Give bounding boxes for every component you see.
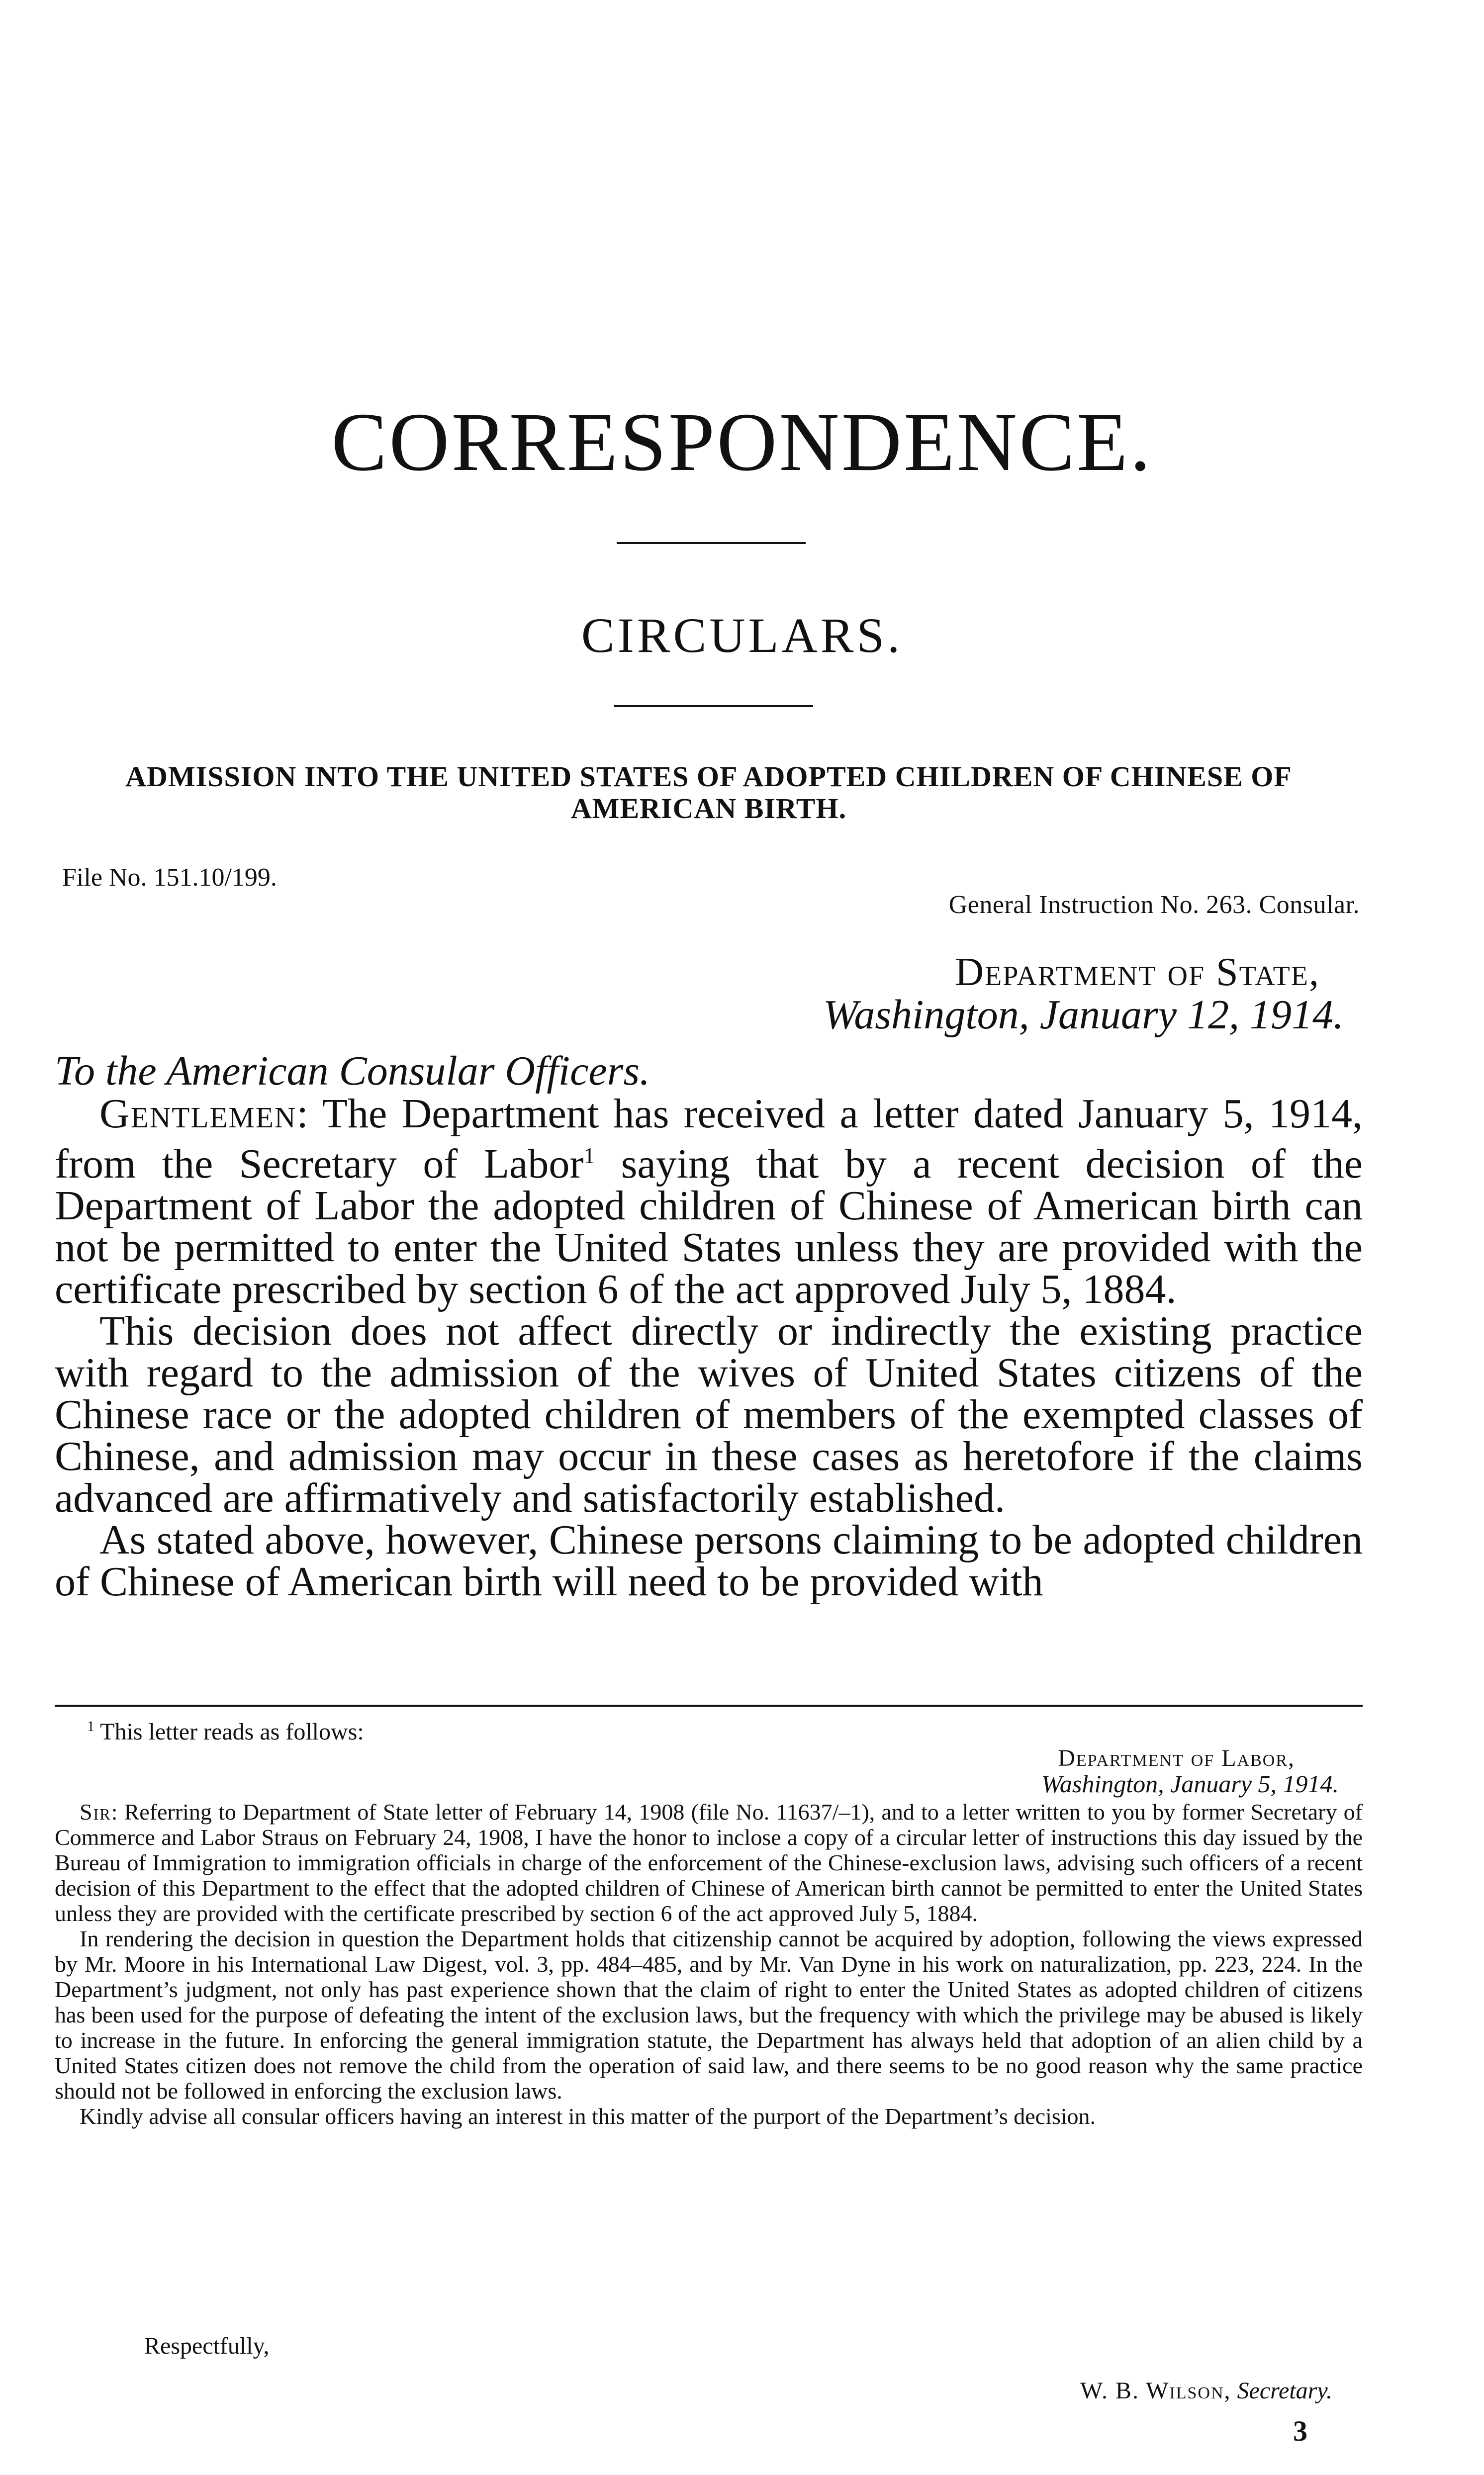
footnote-paragraph-2: In rendering the decision in question the Department holds that citizenship cannot be acquired by adoption, following the views expressed by Mr. Moore in his International Law Digest, vol. 3, pp. 484–485, and by Mr. Van Dyne in his work on naturalization, pp. 223, 224. In the Department’s judgment, not only has past experience shown that the claim of right to enter the United States as adopted children of citizens has been used for the purpose of defeating the intent of the exclusion laws, but the frequency with which the privilege may be abused is likely to increase in the future. In enforcing the general immigration statute, the Department has always held that adoption of an alien child by a United States citizen does not remove the child from the operation of said law, and there seems to be no good reason why the same practice should not be followed in enforcing the exclusion laws. xyxy=(55,1926,1363,2104)
footnote-signature xyxy=(1080,2377,1332,2404)
department-name: Department of State, xyxy=(955,950,1320,994)
footnote-intro-text: This letter reads as follows: xyxy=(100,1719,364,1745)
body-paragraph-2: This decision does not affect directly or indirectly the existing practice with regard to the admission of the wives of United States citizens of the Chinese race or the adopted children of members of the exempted classes of Chinese, and admission may occur in these cases as heretofore if the claims advanced are affirmatively and satisfactorily established. xyxy=(55,1308,1363,1521)
general-instruction: General Instruction No. 263. Consular. xyxy=(948,891,1360,919)
footnote-date: Washington, January 5, 1914. xyxy=(1041,1770,1339,1798)
footnote-marker: 1 xyxy=(87,1718,94,1735)
footnote-paragraph-3: Kindly advise all consular officers having an interest in this matter of the purport of the Department’s decision. xyxy=(80,2104,1096,2129)
signer-name: W. B. Wilson, xyxy=(1080,2378,1231,2404)
footnote-divider xyxy=(55,1705,1363,1707)
page-title: CORRESPONDENCE. xyxy=(331,396,1153,488)
subtitle-divider xyxy=(614,705,813,707)
footnote-closing: Respectfully, xyxy=(144,2333,270,2359)
footnote-paragraph-1-text: : Referring to Department of State letter of February 14, 1908 (file No. 11637/–1), and to a letter written to you by former Secretary of Commerce and Labor Straus on February 24, 1908, I have the honor to inclose a copy of a circular letter of instructions this day issued by the Bureau of Immigration to immigration officials in charge of the enforcement of the Chinese-exclusion laws, advising such officers of a recent decision of this Department to the effect that the adopted children of Chinese of American birth cannot be permitted to enter the United States unless they are provided with the certificate prescribed by section 6 of the act approved July 5, 1884. xyxy=(55,1799,1363,1926)
footnote-paragraph-1 xyxy=(55,1799,1363,1926)
footnote-reference: 1 xyxy=(583,1143,595,1168)
footnote-salutation: Sir xyxy=(80,1799,111,1825)
salutation: Gentlemen xyxy=(99,1091,297,1137)
addressee: To the American Consular Officers. xyxy=(55,1048,650,1094)
section-subtitle: CIRCULARS. xyxy=(581,608,903,663)
body-paragraph-3: As stated above, however, Chinese persons claiming to be adopted children of Chinese of American birth will need to be provided with xyxy=(55,1517,1363,1605)
page-number: 3 xyxy=(1293,2415,1307,2447)
footnote-body xyxy=(55,1799,1363,2129)
circular-heading: ADMISSION INTO THE UNITED STATES OF ADOPTED CHILDREN OF CHINESE OF AMERICAN BIRTH. xyxy=(125,760,1292,825)
footnote-department: Department of Labor, xyxy=(1058,1745,1295,1771)
title-divider xyxy=(617,542,806,544)
body-paragraph-1-end: saying that by a recent decision of the Department of Labor the adopted children of Chinese of American birth can not be permitted to enter the United States unless they are provided with the certificate prescribed by section 6 of the act approved July 5, 1884. xyxy=(55,1141,1363,1312)
body-paragraph-1-text: : The Department has received a letter dated January 5, 1914, from the Secretary of Labor xyxy=(55,1091,1363,1187)
file-number: File No. 151.10/199. xyxy=(62,863,277,892)
letter-date: Washington, January 12, 1914. xyxy=(823,992,1344,1038)
body-paragraph-1 xyxy=(55,1093,1363,1310)
signer-title: Secretary. xyxy=(1237,2378,1332,2404)
letter-body xyxy=(55,1093,1363,1603)
footnote-intro xyxy=(87,1718,364,1745)
